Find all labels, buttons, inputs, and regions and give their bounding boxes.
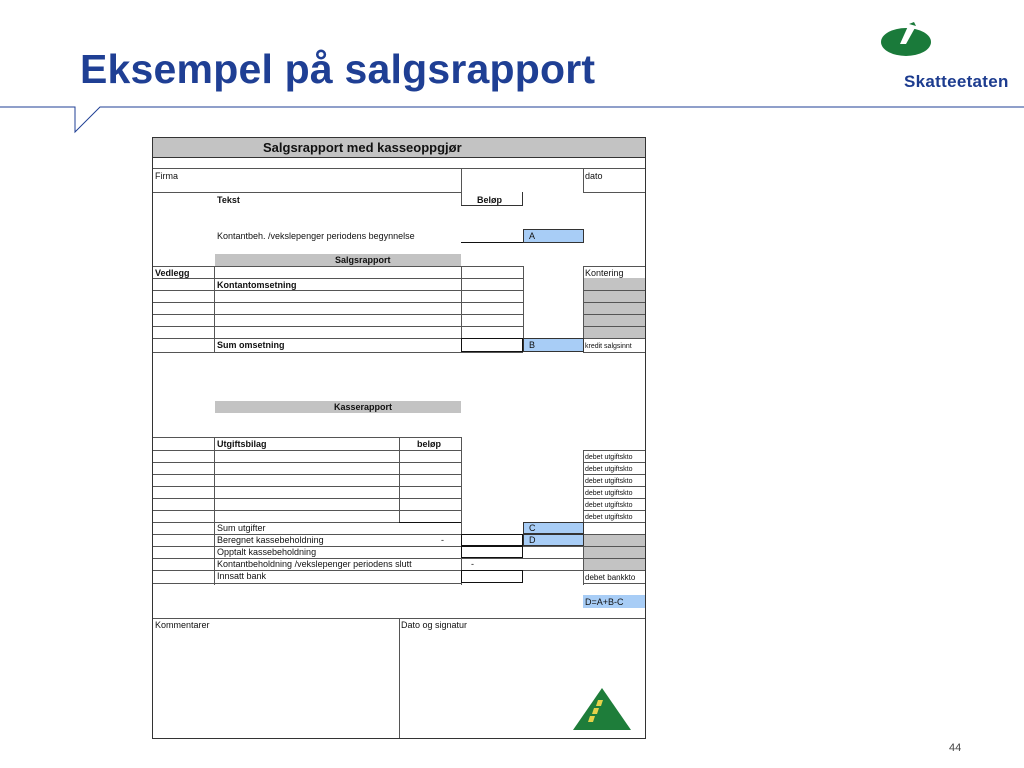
- sum-omsetning-label: Sum omsetning: [217, 340, 285, 350]
- marker-a: A: [529, 231, 536, 241]
- marker-c: C: [529, 523, 536, 533]
- debet-utgift-3: debet utgiftskto: [585, 490, 633, 497]
- slutt-dash: -: [471, 559, 474, 569]
- vedlegg-label: Vedlegg: [155, 268, 190, 278]
- sales-report-form: [152, 137, 646, 739]
- tekst-label: Tekst: [217, 195, 240, 205]
- debet-utgift-0: debet utgiftskto: [585, 454, 633, 461]
- marker-b: B: [529, 340, 536, 350]
- brand-name: Skatteetaten: [904, 72, 1009, 91]
- kontantbeh-label: Kontantbeh. /vekslepenger periodens begynnelse: [217, 231, 415, 241]
- opptalt-label: Opptalt kassebeholdning: [217, 547, 317, 557]
- debet-utgift-2: debet utgiftskto: [585, 478, 633, 485]
- debet-utgift-4: debet utgiftskto: [585, 502, 633, 509]
- marker-d: D: [529, 535, 536, 545]
- pyramid-logo: [571, 686, 633, 732]
- debet-utgift-1: debet utgiftskto: [585, 466, 633, 473]
- innsatt-label: Innsatt bank: [217, 571, 267, 581]
- page-number: 44: [949, 742, 962, 754]
- beregnet-label: Beregnet kassebeholdning: [217, 535, 324, 545]
- kredit-label: kredit salgsinnt: [585, 343, 632, 350]
- belop-small-label: beløp: [417, 439, 441, 449]
- kontantbeholdning-slutt-label: Kontantbeholdning /vekslepenger periodens slutt: [217, 559, 412, 569]
- utgiftsbilag-label: Utgiftsbilag: [217, 439, 267, 449]
- header-divider: [0, 96, 1024, 136]
- debet-utgift-5: debet utgiftskto: [585, 514, 633, 521]
- sum-utgifter-label: Sum utgifter: [217, 523, 266, 533]
- debet-bank-label: debet bankkto: [585, 573, 636, 582]
- formula: D=A+B-C: [585, 597, 624, 607]
- kommentarer-label: Kommentarer: [155, 620, 210, 630]
- belop-label: Beløp: [477, 195, 503, 205]
- kasserapport-header: Kasserapport: [334, 402, 393, 412]
- firma-label: Firma: [155, 171, 178, 181]
- salgsrapport-header: Salgsrapport: [335, 255, 391, 265]
- kontantomsetning-label: Kontantomsetning: [217, 280, 297, 290]
- slide-title: Eksempel på salgsrapport: [80, 46, 596, 92]
- form-title: Salgsrapport med kasseoppgjør: [263, 140, 462, 155]
- dato-label: dato: [585, 171, 603, 181]
- kontering-label: Kontering: [585, 268, 624, 278]
- dato-signatur-label: Dato og signatur: [401, 620, 468, 630]
- kontering-cell: [584, 278, 645, 338]
- beregnet-dash: -: [441, 535, 444, 545]
